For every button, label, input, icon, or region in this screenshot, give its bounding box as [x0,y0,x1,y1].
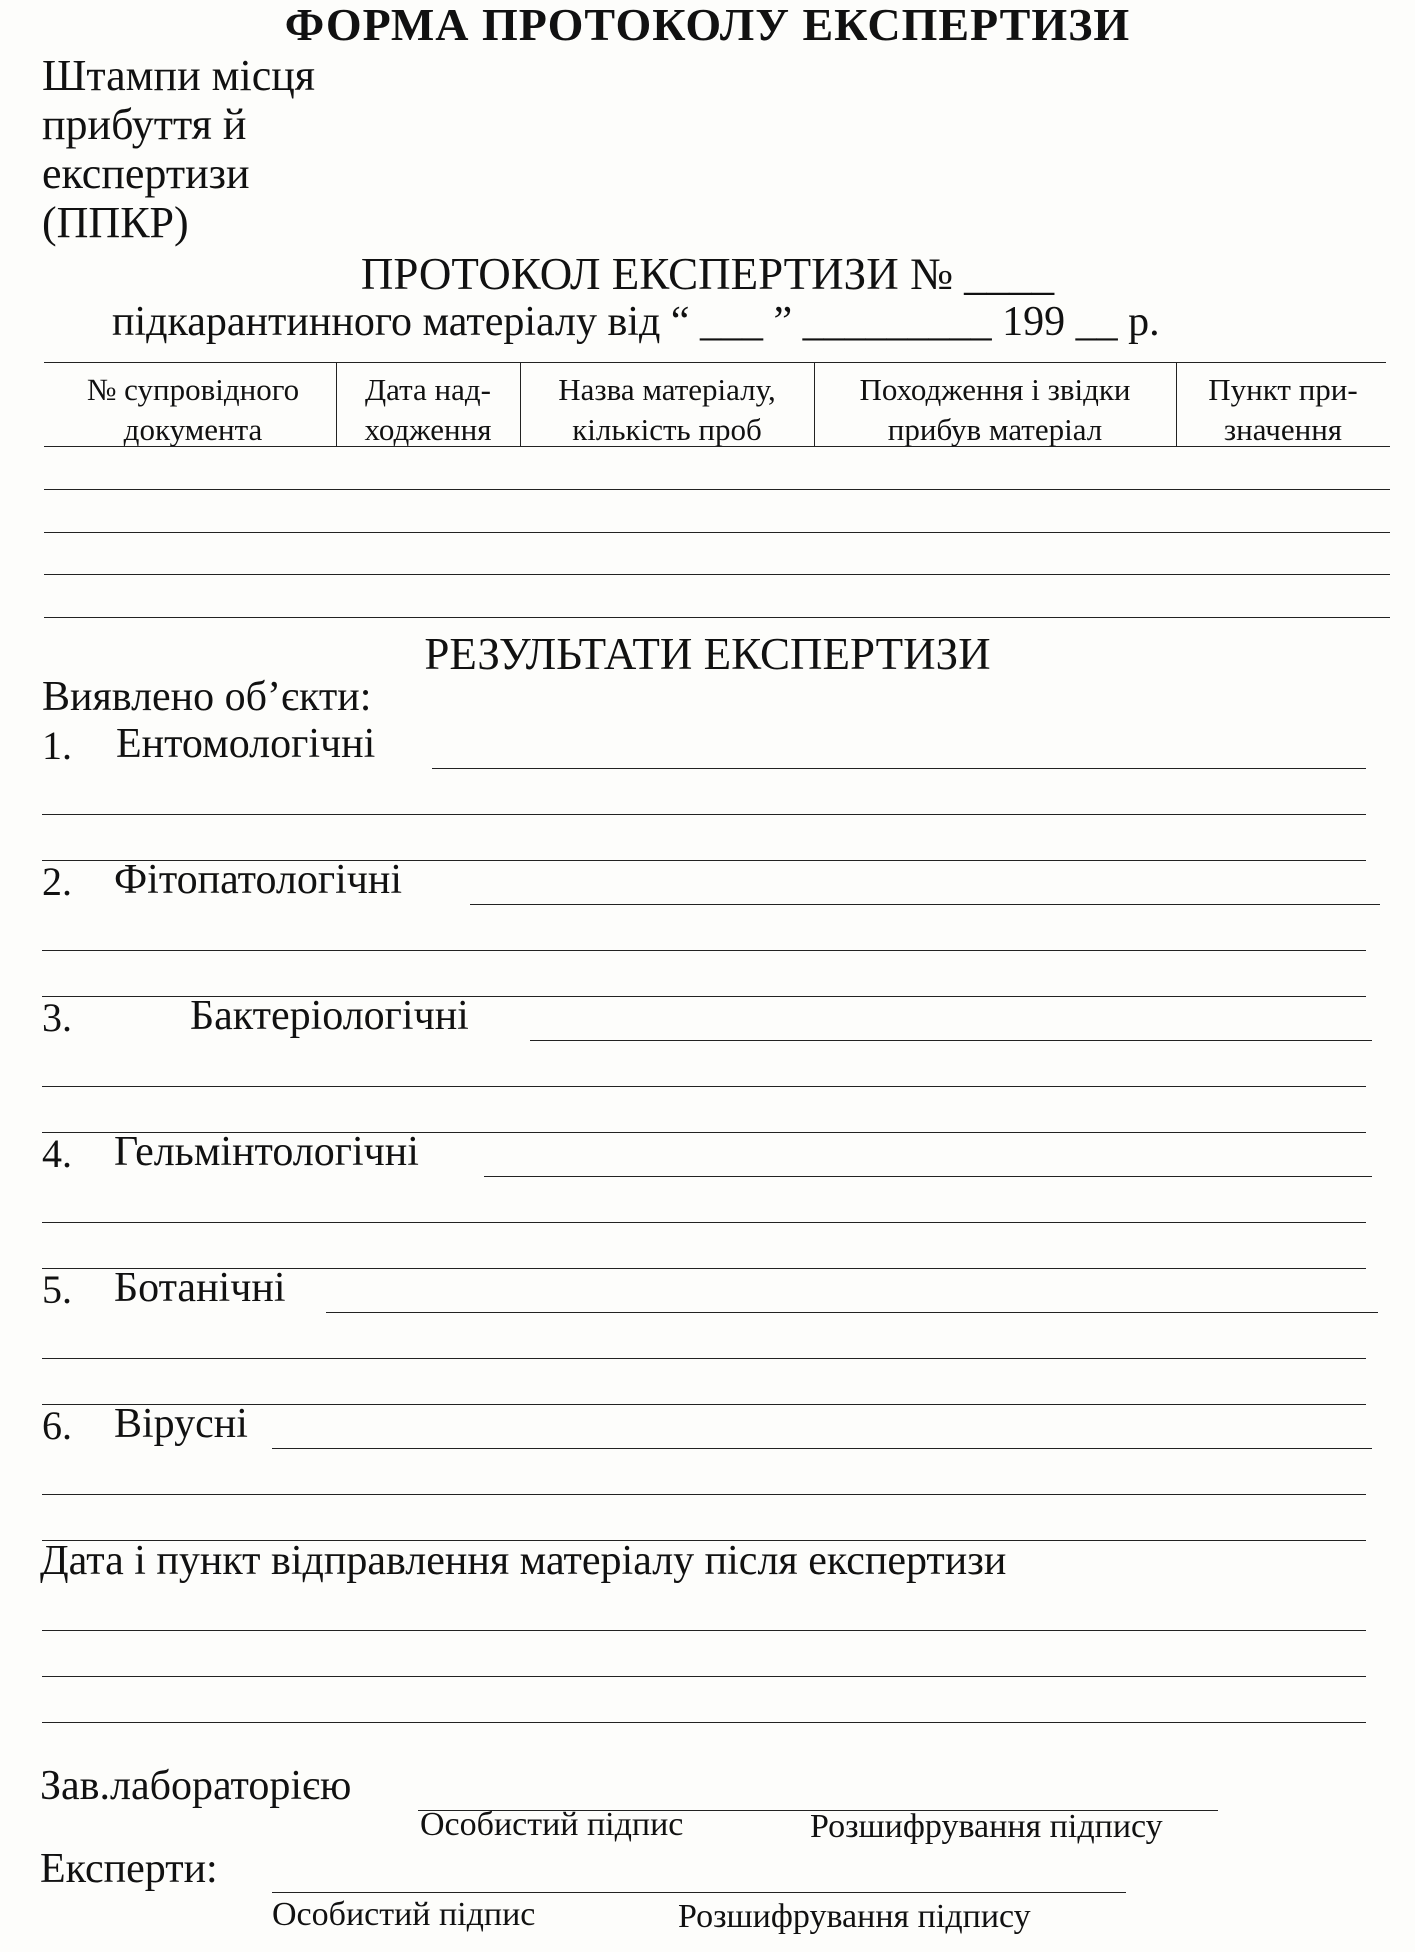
fill-line [42,1676,1366,1677]
fill-line [432,768,1366,769]
head-signature-transcript-caption: Розшифрування підпису [810,1808,1163,1845]
fill-line [326,1312,1378,1313]
stamp-line-1: Штампи місця [42,51,316,100]
fill-line [530,1040,1372,1041]
fill-line [42,1630,1366,1631]
protocol-title: ПРОТОКОЛ ЕКСПЕРТИЗИ № ____ [360,249,1055,299]
fill-line [42,814,1366,815]
fill-line [42,1222,1366,1223]
table-row-line [44,617,1390,618]
protocol-subtitle: підкарантинного матеріалу від “ ___ ” _________ 199 __ р. [112,299,1160,345]
item-number: 5. [42,1267,72,1312]
item-label-helminthological: Гельмінтологічні [114,1129,419,1175]
fill-line [470,904,1380,905]
fill-line [272,1448,1372,1449]
table-row-line [44,574,1390,575]
item-label-botanical: Ботанічні [114,1265,286,1311]
experts-signature-line [272,1892,1126,1893]
item-label-viral: Вірусні [114,1401,248,1447]
fill-line [42,1494,1366,1495]
table-header-doc-number: № супровідного документа [86,372,300,447]
found-objects-label: Виявлено об’єкти: [42,674,372,720]
experts-label: Експерти: [40,1846,218,1892]
item-label-entomological: Ентомологічні [116,721,376,767]
item-number: 2. [42,859,72,904]
item-number: 4. [42,1131,72,1176]
item-number: 6. [42,1403,72,1448]
table-row-line [44,489,1390,490]
fill-line [42,1358,1366,1359]
dispatch-label: Дата і пункт відправлення матеріалу після експертизи [40,1538,1007,1584]
stamp-line-2: прибуття й [42,100,247,149]
head-personal-signature-caption: Особистий підпис [420,1806,684,1843]
item-label-bacteriological: Бактеріологічні [190,993,469,1039]
table-header-origin: Походження і звідки прибув матеріал [859,372,1131,447]
results-title: РЕЗУЛЬТАТИ ЕКСПЕРТИЗИ [424,629,991,679]
table-header-material-name: Назва матеріалу, кількість проб [558,372,776,447]
item-number: 1. [42,723,72,768]
fill-line [42,950,1366,951]
stamp-line-4: (ППКР) [42,198,189,247]
table-row-line [44,532,1390,533]
item-number: 3. [42,995,72,1040]
experts-personal-signature-caption: Особистий підпис [272,1896,536,1933]
fill-line [42,1086,1366,1087]
fill-line [484,1176,1372,1177]
page-title: ФОРМА ПРОТОКОЛУ ЕКСПЕРТИЗИ [284,0,1131,50]
head-of-laboratory-label: Зав.лабораторією [40,1763,352,1809]
stamp-line-3: експертизи [42,149,250,198]
table-top-rule [44,362,1386,363]
experts-signature-transcript-caption: Розшифрування підпису [678,1898,1031,1935]
table-header-arrival-date: Дата над- ходження [364,372,492,447]
fill-line [42,1722,1366,1723]
table-header-rule [44,446,1390,447]
table-header-destination: Пункт при- значення [1208,372,1358,447]
item-label-phytopathological: Фітопатологічні [114,857,403,903]
